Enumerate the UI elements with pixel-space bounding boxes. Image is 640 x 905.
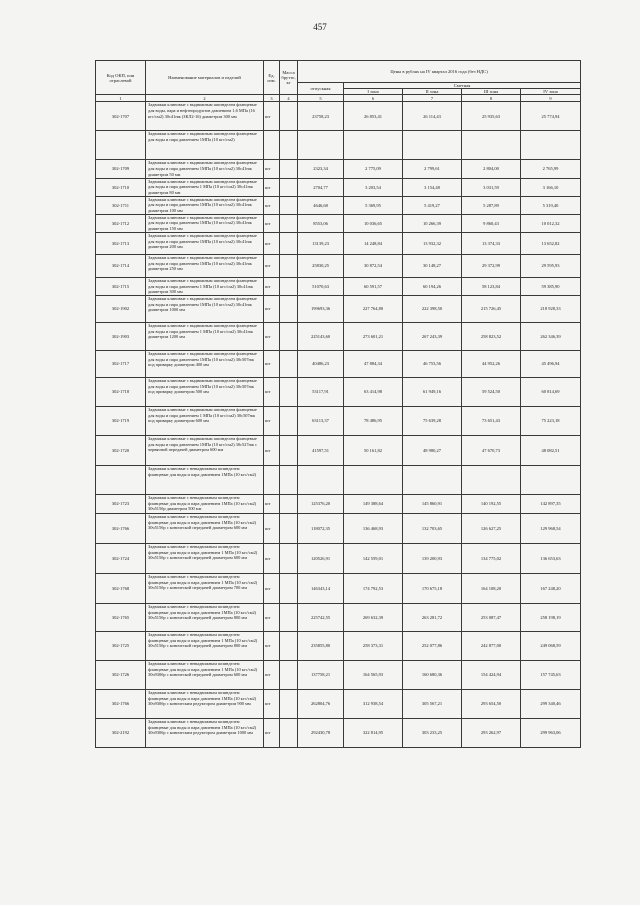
cell-zone-2-price: 160 680,36: [403, 660, 462, 689]
cell-wholesale-price: [298, 465, 344, 494]
cell-unit: шт: [264, 277, 280, 295]
cell-name: Задвижки клиновые с невыдвижным шпинделем фланцевые для воды и пара давлением 1МПа (10 кгс/см2) 30ч515бр с конической передачей диаметром 600 мм: [146, 513, 264, 543]
cell-mass: [280, 631, 298, 660]
cell-code: 302-1765: [96, 603, 146, 631]
cell-unit: шт: [264, 322, 280, 350]
cell-unit: шт: [264, 513, 280, 543]
table-row: [96, 350, 581, 377]
cell-name: Задвижки клиновые с выдвижным шпинделем фланцевые для воды и пара давлением 1МПа (10 кгс/см2) 30с507нж под приварку диаметром 500 мм: [146, 377, 264, 406]
cell-name: Задвижки клиновые с выдвижным шпинделем фланцевые для воды и пара давлением 1МПа (10 кгс/см2) 30с41нж диаметром 100 мм: [146, 196, 264, 214]
cell-wholesale-price: 63113,37: [298, 406, 344, 435]
cell-zone-1-price: 5 369,95: [344, 196, 403, 214]
cell-zone-1-price: 30 872,54: [344, 254, 403, 277]
cell-wholesale-price: 225742,55: [298, 603, 344, 631]
cell-name: Задвижки клиновые с невыдвижным шпинделем фланцевые для воды и пара давлением 1МПа (10 кгс/см2) 30ч515бр диаметром 500 мм: [146, 494, 264, 513]
column-number: 2: [146, 95, 264, 102]
cell-wholesale-price: 2704,77: [298, 178, 344, 196]
cell-code: 302-1720: [96, 435, 146, 465]
table-header: [96, 61, 581, 102]
cell-name: Задвижки клиновые с невыдвижным шпинделем фланцевые для воды и пара давлением 1МПа (10 кгс/см2) 30ч930бр с коническим редуктором диаметром 900 мм: [146, 689, 264, 718]
cell-code: 302-1714: [96, 254, 146, 277]
cell-zone-3-price: 25 935,63: [462, 102, 521, 131]
header-zone-2: II зона: [403, 89, 462, 95]
cell-zone-4-price: 142 897,35: [521, 494, 581, 513]
cell-mass: [280, 102, 298, 131]
cell-zone-2-price: 303 233,25: [403, 718, 462, 747]
table-row: [96, 322, 581, 350]
cell-zone-4-price: 29 595,93: [521, 254, 581, 277]
cell-zone-3-price: 253 087,47: [462, 603, 521, 631]
cell-zone-3-price: 13 374,33: [462, 232, 521, 254]
cell-zone-4-price: 262 346,39: [521, 322, 581, 350]
header-estimate: Сметная: [344, 83, 581, 89]
table-row: [96, 631, 581, 660]
cell-zone-2-price: 30 148,27: [403, 254, 462, 277]
table-row: [96, 377, 581, 406]
cell-zone-1-price: 149 388,64: [344, 494, 403, 513]
cell-mass: [280, 232, 298, 254]
cell-name: Задвижки клиновые с выдвижным шпинделем фланцевые для воды и пара давлением 1МПа (10 кгс/см2) 30с41нж диаметром 150 мм: [146, 214, 264, 232]
cell-code: 302-1707: [96, 102, 146, 131]
cell-mass: [280, 513, 298, 543]
cell-zone-3-price: 293 262,97: [462, 718, 521, 747]
cell-code: 302-2192: [96, 718, 146, 747]
cell-zone-4-price: 167 248,20: [521, 573, 581, 603]
cell-name: Задвижки клиновые с выдвижным шпинделем фланцевые для воды и пара давлением 1МПа (10 кгс/см2) 30с41нж диаметром 200 мм: [146, 232, 264, 254]
cell-zone-2-price: 263 281,72: [403, 603, 462, 631]
cell-zone-3-price: 47 670,73: [462, 435, 521, 465]
cell-zone-4-price: 258 198,19: [521, 603, 581, 631]
cell-unit: шт: [264, 295, 280, 322]
table-row: [96, 603, 581, 631]
cell-code: 302-1726: [96, 660, 146, 689]
cell-unit: шт: [264, 631, 280, 660]
cell-zone-2-price: 145 860,91: [403, 494, 462, 513]
cell-zone-1-price: 10 036,65: [344, 214, 403, 232]
page-number: 457: [313, 22, 327, 32]
cell-zone-4-price: 75 223,18: [521, 406, 581, 435]
cell-zone-2-price: 46 753,56: [403, 350, 462, 377]
cell-zone-3-price: 140 192,55: [462, 494, 521, 513]
cell-mass: [280, 350, 298, 377]
cell-zone-1-price: 322 814,95: [344, 718, 403, 747]
column-number: 7: [403, 95, 462, 102]
cell-zone-4-price: 45 496,94: [521, 350, 581, 377]
cell-mass: [280, 322, 298, 350]
cell-mass: [280, 435, 298, 465]
cell-wholesale-price: 125376,20: [298, 494, 344, 513]
cell-zone-4-price: 5 319,40: [521, 196, 581, 214]
table-row: [96, 232, 581, 254]
cell-zone-2-price: 170 675,18: [403, 573, 462, 603]
cell-mass: [280, 465, 298, 494]
cell-zone-2-price: 5 419,27: [403, 196, 462, 214]
column-number: 3: [264, 95, 280, 102]
column-number: 4: [280, 95, 298, 102]
cell-mass: [280, 603, 298, 631]
cell-zone-3-price: 215 726,45: [462, 295, 521, 322]
cell-zone-4-price: 60 814,69: [521, 377, 581, 406]
cell-zone-4-price: [521, 465, 581, 494]
cell-zone-1-price: 258 373,31: [344, 631, 403, 660]
cell-zone-2-price: 139 200,93: [403, 543, 462, 573]
cell-zone-4-price: 299 963,06: [521, 718, 581, 747]
cell-mass: [280, 718, 298, 747]
cell-zone-4-price: 59 385,90: [521, 277, 581, 295]
cell-unit: шт: [264, 377, 280, 406]
cell-zone-1-price: 78 486,95: [344, 406, 403, 435]
cell-code: 302-1724: [96, 543, 146, 573]
cell-code: 302-1903: [96, 322, 146, 350]
cell-zone-3-price: 2 804,00: [462, 160, 521, 178]
cell-zone-1-price: 164 565,93: [344, 660, 403, 689]
cell-name: Задвижки клиновые с выдвижным шпинделем фланцевые для воды и пара давлением 1МПа (10 кгс/см2): [146, 131, 264, 160]
cell-zone-2-price: 132 703,65: [403, 513, 462, 543]
cell-zone-2-price: 222 398,50: [403, 295, 462, 322]
cell-zone-4-price: 10 012,32: [521, 214, 581, 232]
table-row: [96, 160, 581, 178]
header-zone-1: I зона: [344, 89, 403, 95]
cell-code: 302-1723: [96, 494, 146, 513]
cell-zone-3-price: [462, 465, 521, 494]
cell-wholesale-price: 13139,23: [298, 232, 344, 254]
cell-wholesale-price: 40486,23: [298, 350, 344, 377]
cell-zone-4-price: 299 340,46: [521, 689, 581, 718]
cell-zone-2-price: 26 114,43: [403, 102, 462, 131]
cell-code: 302-1768: [96, 573, 146, 603]
cell-zone-4-price: 249 068,59: [521, 631, 581, 660]
cell-zone-1-price: 2 775,09: [344, 160, 403, 178]
cell-zone-3-price: 134 775,02: [462, 543, 521, 573]
table-row: [96, 573, 581, 603]
cell-name: Задвижки клиновые с выдвижным шпинделем фланцевые для воды, пара и нефтепродуктов давлением 1,6 МПа (16 кгс/см2) 30с41нж (ЗКЛ2-16) диаметром 300 мм: [146, 102, 264, 131]
cell-zone-3-price: 258 823,52: [462, 322, 521, 350]
header-wholesale: отпускная: [298, 83, 344, 95]
column-number: 9: [521, 95, 581, 102]
cell-zone-1-price: 227 764,80: [344, 295, 403, 322]
cell-name: Задвижки клиновые с выдвижным шпинделем фланцевые для воды и пара давлением 1МПа (10 кгс/см2) 30с507нж под приварку диаметром 400 мм: [146, 350, 264, 377]
cell-wholesale-price: 235855,80: [298, 631, 344, 660]
cell-zone-3-price: [462, 131, 521, 160]
cell-code: 302-1718: [96, 377, 146, 406]
cell-zone-2-price: 48 980,27: [403, 435, 462, 465]
cell-wholesale-price: 262804,76: [298, 689, 344, 718]
table-row: [96, 214, 581, 232]
cell-wholesale-price: 137758,21: [298, 660, 344, 689]
cell-zone-3-price: 29 372,99: [462, 254, 521, 277]
cell-code: 302-1725: [96, 631, 146, 660]
cell-zone-4-price: 48 082,51: [521, 435, 581, 465]
cell-mass: [280, 277, 298, 295]
cell-zone-1-price: 14 248,84: [344, 232, 403, 254]
cell-name: Задвижки клиновые с невыдвижным шпинделем фланцевые для воды и пара давлением 1 МПа (10 кгс/см2) 30ч515бр с конической передачей диаметром 800 мм: [146, 631, 264, 660]
cell-unit: шт: [264, 232, 280, 254]
cell-unit: шт: [264, 196, 280, 214]
cell-unit: шт: [264, 406, 280, 435]
cell-unit: шт: [264, 603, 280, 631]
cell-code: 302-1710: [96, 178, 146, 196]
table-row: [96, 277, 581, 295]
cell-zone-3-price: 293 654,50: [462, 689, 521, 718]
cell-code: [96, 131, 146, 160]
cell-unit: шт: [264, 214, 280, 232]
cell-code: 302-1715: [96, 277, 146, 295]
cell-zone-4-price: [521, 131, 581, 160]
cell-name: Задвижки клиновые с невыдвижным шпинделем фланцевые для воды и пара давлением 1МПа (10 кгс/см2): [146, 465, 264, 494]
cell-mass: [280, 254, 298, 277]
cell-name: Задвижки клиновые с невыдвижным шпинделем фланцевые для воды и пара давлением 1 МПа (10 кгс/см2) 30ч515бр с конической передачей диаметром 700 мм: [146, 573, 264, 603]
cell-wholesale-price: 120526,91: [298, 543, 344, 573]
cell-unit: шт: [264, 660, 280, 689]
cell-code: 302-1712: [96, 214, 146, 232]
cell-zone-3-price: 73 651,43: [462, 406, 521, 435]
cell-code: 302-1711: [96, 196, 146, 214]
cell-mass: [280, 160, 298, 178]
cell-wholesale-price: 199693,36: [298, 295, 344, 322]
header-price-group: Цены в рублях на IV квартал 2016 года (без НДС): [298, 61, 581, 83]
cell-unit: шт: [264, 178, 280, 196]
cell-code: 302-1713: [96, 232, 146, 254]
cell-unit: шт: [264, 543, 280, 573]
cell-zone-2-price: 252 077,86: [403, 631, 462, 660]
header-mass: Масса брутто, кг: [280, 61, 298, 95]
cell-unit: шт: [264, 435, 280, 465]
cell-wholesale-price: 118072,35: [298, 513, 344, 543]
cell-mass: [280, 131, 298, 160]
cell-zone-1-price: 273 601,21: [344, 322, 403, 350]
cell-zone-2-price: 305 567,21: [403, 689, 462, 718]
cell-name: Задвижки клиновые с выдвижным шпинделем фланцевые для воды и пара давлением 1 МПа (10 кгс/см2) 30с41нж диаметром 80 мм: [146, 178, 264, 196]
cell-zone-2-price: 60 194,26: [403, 277, 462, 295]
cell-mass: [280, 196, 298, 214]
cell-zone-2-price: 2 799,61: [403, 160, 462, 178]
header-code: Код ОКП, или отраслевой: [96, 61, 146, 95]
cell-unit: шт: [264, 160, 280, 178]
cell-zone-2-price: 75 639,28: [403, 406, 462, 435]
cell-name: Задвижки клиновые с невыдвижным шпинделем фланцевые для воды и пара давлением 1МПа (10 кгс/см2) 30ч515бр с конической передачей диаметром 800 мм: [146, 603, 264, 631]
cell-name: Задвижки клиновые с невыдвижным шпинделем фланцевые для воды и пара давлением 1МПа (10 кгс/см2) 30ч930бр с коническим редуктором диаметром 1000 мм: [146, 718, 264, 747]
header-unit: Ед. изм.: [264, 61, 280, 95]
cell-zone-3-price: 44 952,26: [462, 350, 521, 377]
header-zone-3: III зона: [462, 89, 521, 95]
cell-zone-2-price: 10 266,39: [403, 214, 462, 232]
cell-zone-1-price: [344, 131, 403, 160]
cell-zone-1-price: 136 468,93: [344, 513, 403, 543]
cell-zone-1-price: 50 161,82: [344, 435, 403, 465]
cell-name: Задвижки клиновые с выдвижным шпинделем фланцевые для воды и пара давлением 1МПа (10 кгс/см2) 30с527нж с червячной передачей диаметром 600 мм: [146, 435, 264, 465]
cell-name: Задвижки клиновые с невыдвижным шпинделем фланцевые для воды и пара давлением 1 МПа (10 кгс/см2) 30ч930бр с конической передачей диаметром 600 мм: [146, 660, 264, 689]
table-row: [96, 196, 581, 214]
cell-zone-1-price: 269 632,39: [344, 603, 403, 631]
cell-name: Задвижки клиновые с выдвижным шпинделем фланцевые для воды и пара давлением 1 МПа (10 кгс/см2) 30с41нж диаметром 300 мм: [146, 277, 264, 295]
cell-name: Задвижки клиновые с выдвижным шпинделем фланцевые для воды и пара давлением 1МПа (10 кгс/см2) 30с41нж диаметром 50 мм: [146, 160, 264, 178]
cell-wholesale-price: 8553,06: [298, 214, 344, 232]
cell-wholesale-price: 53117,91: [298, 377, 344, 406]
cell-zone-4-price: 25 774,94: [521, 102, 581, 131]
cell-zone-2-price: 61 949,16: [403, 377, 462, 406]
cell-zone-1-price: 3 203,54: [344, 178, 403, 196]
cell-wholesale-price: 25830,25: [298, 254, 344, 277]
cell-wholesale-price: 4646,68: [298, 196, 344, 214]
cell-zone-3-price: 3 031,59: [462, 178, 521, 196]
cell-name: Задвижки клиновые с выдвижным шпинделем фланцевые для воды и пара давлением 1 МПа (10 кгс/см2) 30с507нж под приварку диаметром 600 мм: [146, 406, 264, 435]
cell-code: 302-1902: [96, 295, 146, 322]
cell-wholesale-price: 2323,34: [298, 160, 344, 178]
cell-wholesale-price: 51070,63: [298, 277, 344, 295]
cell-code: 302-1766: [96, 513, 146, 543]
cell-zone-1-price: 142 559,01: [344, 543, 403, 573]
table-row: [96, 102, 581, 131]
cell-zone-4-price: 136 653,63: [521, 543, 581, 573]
table-row: [96, 435, 581, 465]
cell-code: 302-1717: [96, 350, 146, 377]
cell-unit: шт: [264, 718, 280, 747]
cell-zone-1-price: 63 414,98: [344, 377, 403, 406]
table-row: [96, 131, 581, 160]
cell-wholesale-price: 23758,23: [298, 102, 344, 131]
column-number: 8: [462, 95, 521, 102]
cell-unit: шт: [264, 494, 280, 513]
table-row: [96, 406, 581, 435]
table-row: [96, 254, 581, 277]
cell-name: Задвижки клиновые с невыдвижным шпинделем фланцевые для воды и пара давлением 1 МПа (10 кгс/см2) 30ч515бр с конической передачей диаметром 600 мм: [146, 543, 264, 573]
cell-zone-2-price: [403, 131, 462, 160]
cell-unit: [264, 465, 280, 494]
cell-unit: шт: [264, 573, 280, 603]
table-body: [96, 102, 581, 748]
cell-zone-3-price: 242 877,00: [462, 631, 521, 660]
cell-zone-3-price: 5 287,89: [462, 196, 521, 214]
table-row: [96, 689, 581, 718]
cell-zone-3-price: 126 627,25: [462, 513, 521, 543]
cell-zone-4-price: 157 745,63: [521, 660, 581, 689]
table-row: [96, 513, 581, 543]
cell-zone-4-price: 13 652,82: [521, 232, 581, 254]
cell-wholesale-price: 146343,14: [298, 573, 344, 603]
table-row: [96, 660, 581, 689]
cell-zone-3-price: 58 123,84: [462, 277, 521, 295]
cell-code: 302-1709: [96, 160, 146, 178]
cell-unit: шт: [264, 254, 280, 277]
cell-unit: [264, 131, 280, 160]
cell-code: [96, 465, 146, 494]
column-number: 1: [96, 95, 146, 102]
column-number: 6: [344, 95, 403, 102]
cell-mass: [280, 295, 298, 322]
cell-zone-1-price: 60 591,57: [344, 277, 403, 295]
cell-wholesale-price: 225143,60: [298, 322, 344, 350]
price-table: [95, 60, 581, 748]
table-row: [96, 178, 581, 196]
cell-zone-1-price: 312 938,54: [344, 689, 403, 718]
table-row: [96, 295, 581, 322]
cell-zone-2-price: 3 154,48: [403, 178, 462, 196]
cell-zone-4-price: 2 765,99: [521, 160, 581, 178]
cell-wholesale-price: [298, 131, 344, 160]
header-zone-4: IV зона: [521, 89, 581, 95]
cell-mass: [280, 573, 298, 603]
cell-name: Задвижки клиновые с выдвижным шпинделем фланцевые для воды и пара давлением 1МПа (10 кгс/см2) 30с41нж диаметром 250 мм: [146, 254, 264, 277]
table-row: [96, 465, 581, 494]
cell-zone-2-price: [403, 465, 462, 494]
cell-code: 302-1719: [96, 406, 146, 435]
cell-zone-1-price: [344, 465, 403, 494]
cell-mass: [280, 494, 298, 513]
cell-zone-1-price: 174 792,53: [344, 573, 403, 603]
table-row: [96, 494, 581, 513]
cell-mass: [280, 214, 298, 232]
cell-name: Задвижки клиновые с выдвижным шпинделем фланцевые для воды и пара давлением 1МПа (10 кгс/см2) 30с41нж диаметром 1000 мм: [146, 295, 264, 322]
cell-mass: [280, 178, 298, 196]
cell-wholesale-price: 292430,78: [298, 718, 344, 747]
cell-zone-3-price: 59 524,50: [462, 377, 521, 406]
cell-zone-4-price: 218 928,33: [521, 295, 581, 322]
cell-mass: [280, 689, 298, 718]
cell-wholesale-price: 41597,51: [298, 435, 344, 465]
cell-zone-3-price: 9 860,43: [462, 214, 521, 232]
header-name: Наименование материалов и изделий: [146, 61, 264, 95]
cell-zone-1-price: 26 853,41: [344, 102, 403, 131]
cell-unit: шт: [264, 102, 280, 131]
cell-code: 302-1766: [96, 689, 146, 718]
cell-zone-3-price: 154 424,94: [462, 660, 521, 689]
cell-zone-4-price: 3 166,10: [521, 178, 581, 196]
cell-mass: [280, 377, 298, 406]
cell-mass: [280, 660, 298, 689]
cell-zone-2-price: 267 243,39: [403, 322, 462, 350]
column-number: 5: [298, 95, 344, 102]
cell-name: Задвижки клиновые с выдвижным шпинделем фланцевые для воды и пара давлением 1 МПа (10 кгс/см2) 30с41нж диаметром 1200 мм: [146, 322, 264, 350]
cell-unit: шт: [264, 350, 280, 377]
cell-mass: [280, 543, 298, 573]
cell-zone-3-price: 164 108,20: [462, 573, 521, 603]
cell-zone-4-price: 129 968,54: [521, 513, 581, 543]
table-row: [96, 718, 581, 747]
cell-zone-1-price: 47 884,34: [344, 350, 403, 377]
cell-zone-2-price: 13 932,32: [403, 232, 462, 254]
table-row: [96, 543, 581, 573]
cell-unit: шт: [264, 689, 280, 718]
cell-mass: [280, 406, 298, 435]
